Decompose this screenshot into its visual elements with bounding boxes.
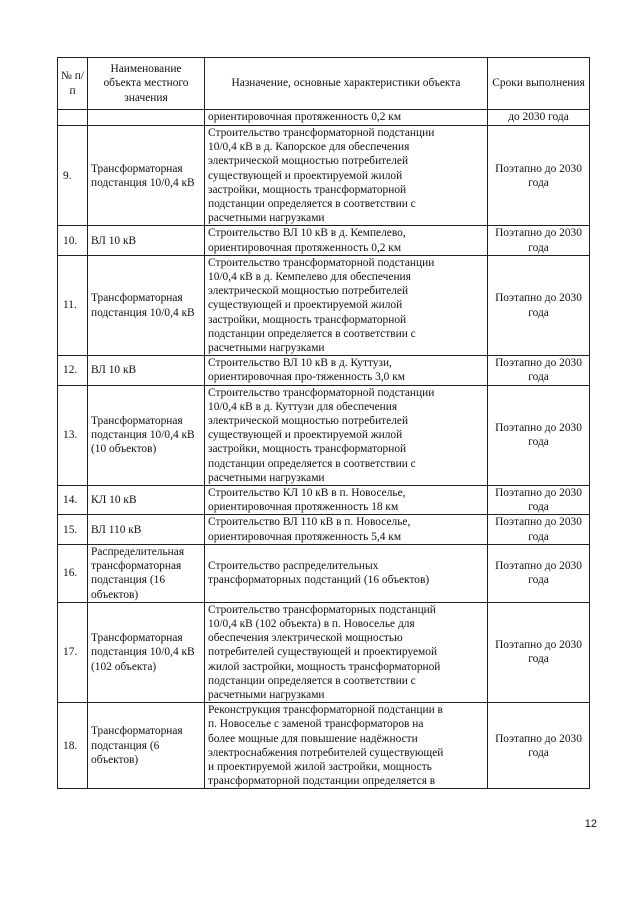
header-term: Сроки выполнения <box>488 58 590 110</box>
description-line: расчетными нагрузками <box>208 471 325 484</box>
table-row <box>58 226 590 255</box>
deadline: Поэтапно до 2030 года <box>488 544 590 602</box>
object-description <box>205 515 488 544</box>
description-line: подстанции определяется в соответствии с <box>208 327 416 340</box>
description-line: Строительство трансформаторной подстанции <box>208 127 435 139</box>
description-line: потребителей существующей и проектируемой <box>208 646 438 659</box>
deadline: Поэтапно до 2030 года <box>488 602 590 702</box>
row-number: 14. <box>58 486 88 515</box>
table-row <box>58 486 590 515</box>
page-number: 12 <box>584 818 597 830</box>
description-line: жилой застройки, мощность трансформаторной <box>208 660 441 673</box>
description-line: 10/0,4 кВ в д. Куттузи для обеспечения <box>208 400 398 413</box>
continuation-desc: ориентировочная протяженность 0,2 км <box>205 110 488 126</box>
description-line: более мощные для повышение надёжности <box>208 732 418 745</box>
continuation-name <box>88 110 205 126</box>
description-line: существующей и проектируемой жилой <box>208 429 403 442</box>
description-line: ориентировочная протяженность 18 км <box>208 501 399 514</box>
object-name: Трансформаторная подстанция (6 объектов) <box>88 703 205 789</box>
object-description <box>205 602 488 702</box>
description-line: существующей и проектируемой жилой <box>208 169 403 182</box>
object-name: Трансформаторная подстанция 10/0,4 кВ (102 объекта) <box>88 602 205 702</box>
object-name: КЛ 10 кВ <box>88 486 205 515</box>
object-description <box>205 385 488 485</box>
description-line: электроснабжения потребителей существующей <box>208 746 444 759</box>
description-line: Строительство трансформаторной подстанции <box>208 256 435 269</box>
table-header-row <box>58 58 590 110</box>
row-number: 11. <box>58 255 88 355</box>
description-line: электрической мощностью потребителей <box>208 415 409 428</box>
description-line: существующей и проектируемой жилой <box>208 299 403 312</box>
continuation-row <box>58 110 590 126</box>
description-line: трансформаторных подстанций (16 объектов) <box>208 574 430 587</box>
description-line: ориентировочная про-тяженность 3,0 км <box>208 371 405 384</box>
description-line: подстанции определяется в соответствии с <box>208 198 416 211</box>
row-number: 17. <box>58 602 88 702</box>
row-number: 16. <box>58 544 88 602</box>
description-line: расчетными нагрузками <box>208 212 325 225</box>
description-line: 10/0,4 кВ в д. Кемпелево для обеспечения <box>208 271 411 284</box>
description-line: Строительство распределительных <box>208 560 379 573</box>
description-line: застройки, мощность трансформаторной <box>208 183 407 196</box>
description-line: расчетными нагрузками <box>208 342 325 355</box>
table-row <box>58 255 590 355</box>
description-line: 10/0,4 кВ (102 объекта) в п. Новоселье для <box>208 617 415 630</box>
description-line: ориентировочная протяженность 5,4 км <box>208 530 402 543</box>
deadline: Поэтапно до 2030 года <box>488 515 590 544</box>
object-name: Распределительная трансформаторная подстанция (16 объектов) <box>88 544 205 602</box>
row-number: 13. <box>58 385 88 485</box>
description-line: ориентировочная протяженность 0,2 км <box>208 241 402 254</box>
object-description <box>205 486 488 515</box>
table-row <box>58 544 590 602</box>
deadline: Поэтапно до 2030 года <box>488 703 590 789</box>
row-number: 15. <box>58 515 88 544</box>
table-row <box>58 515 590 544</box>
description-line: Строительство КЛ 10 кВ в п. Новоселье, <box>208 487 406 500</box>
description-line: застройки, мощность трансформаторной <box>208 443 407 456</box>
object-description <box>205 226 488 255</box>
description-line: Строительство ВЛ 10 кВ в д. Куттузи, <box>208 357 392 370</box>
deadline: Поэтапно до 2030 года <box>488 385 590 485</box>
row-number: 10. <box>58 226 88 255</box>
deadline: Поэтапно до 2030 года <box>488 255 590 355</box>
description-line: Реконструкция трансформаторной подстанции в <box>208 704 443 717</box>
row-number: 18. <box>58 703 88 789</box>
continuation-num <box>58 110 88 126</box>
header-name: Наименование объекта местного значения <box>88 58 205 110</box>
deadline: Поэтапно до 2030 года <box>488 356 590 385</box>
object-description <box>205 126 488 226</box>
row-number: 12. <box>58 356 88 385</box>
description-line: застройки, мощность трансформаторной <box>208 313 407 326</box>
description-line: Строительство ВЛ 10 кВ в д. Кемпелево, <box>208 227 406 240</box>
table-row <box>58 602 590 702</box>
object-name: Трансформаторная подстанция 10/0,4 кВ (10 объектов) <box>88 385 205 485</box>
description-line: п. Новоселье с заменой трансформаторов на <box>208 718 424 731</box>
deadline: Поэтапно до 2030 года <box>488 486 590 515</box>
description-line: подстанции определяется в соответствии с <box>208 457 416 470</box>
row-number: 9. <box>58 126 88 226</box>
table-row <box>58 126 590 226</box>
deadline: Поэтапно до 2030 года <box>488 226 590 255</box>
object-description <box>205 356 488 385</box>
deadline: Поэтапно до 2030 года <box>488 126 590 226</box>
header-num: № п/п <box>58 58 88 110</box>
object-name: ВЛ 110 кВ <box>88 515 205 544</box>
object-description <box>205 255 488 355</box>
object-name: Трансформаторная подстанция 10/0,4 кВ <box>88 126 205 226</box>
description-line: расчетными нагрузками <box>208 688 325 701</box>
table-row <box>58 356 590 385</box>
description-line: Строительство трансформаторной подстанции <box>208 386 435 399</box>
description-line: подстанции определяется в соответствии с <box>208 674 416 687</box>
description-line: электрической мощностью потребителей <box>208 155 409 168</box>
table-row <box>58 385 590 485</box>
table-row <box>58 703 590 789</box>
object-name: ВЛ 10 кВ <box>88 226 205 255</box>
object-name: Трансформаторная подстанция 10/0,4 кВ <box>88 255 205 355</box>
object-description <box>205 544 488 602</box>
description-line: электрической мощностью потребителей <box>208 285 409 298</box>
object-name: ВЛ 10 кВ <box>88 356 205 385</box>
description-line: Строительство ВЛ 110 кВ в п. Новоселье, <box>208 516 411 529</box>
description-line: Строительство трансформаторных подстанций <box>208 603 436 616</box>
continuation-term: до 2030 года <box>488 110 590 126</box>
objects-table <box>57 57 590 789</box>
object-description <box>205 703 488 789</box>
description-line: 10/0,4 кВ в д. Капорское для обеспечения <box>208 141 410 154</box>
header-desc: Назначение, основные характеристики объекта <box>205 58 488 110</box>
description-line: трансформаторной подстанции определяется в <box>208 775 436 788</box>
description-line: и проектируемой жилой застройки, мощность <box>208 760 432 773</box>
description-line: обеспечения электрической мощностью <box>208 632 403 645</box>
